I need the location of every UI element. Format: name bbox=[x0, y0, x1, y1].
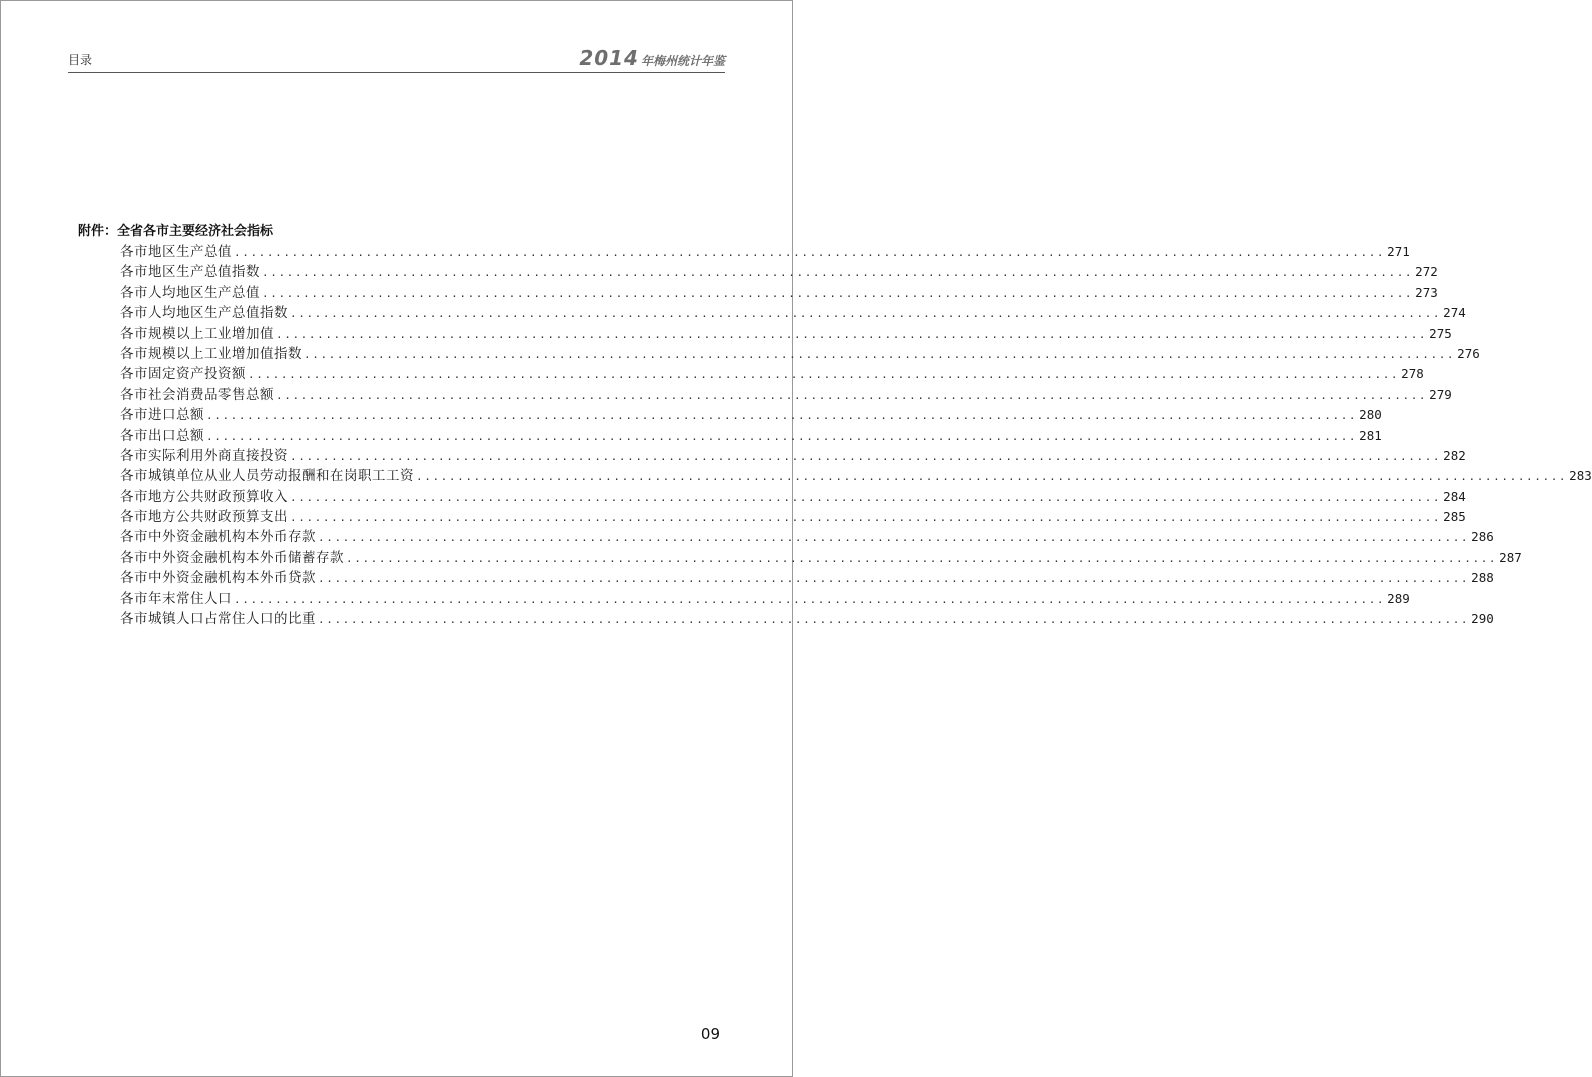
toc-entry-title: 各市地区生产总值 bbox=[120, 244, 232, 260]
toc-dot-leader: ............................................................................................................................................ bbox=[290, 511, 1442, 525]
toc-entry-title: 各市出口总额 bbox=[120, 427, 204, 444]
toc-dot-leader: ............................................................................................................................................ bbox=[234, 246, 1386, 259]
toc-entry-title: 各市城镇人口占常住人口的比重 bbox=[120, 611, 316, 628]
toc-entry-page: 283 bbox=[1569, 468, 1592, 484]
toc-entry[interactable] bbox=[120, 568, 1494, 588]
toc-dot-leader: ............................................................................................................................................ bbox=[262, 286, 1414, 300]
page-number: 09 bbox=[700, 1025, 720, 1043]
toc-entry-page: 286 bbox=[1471, 529, 1494, 545]
running-header bbox=[68, 44, 725, 73]
header-year: 2014 bbox=[579, 46, 639, 70]
toc-entry-title: 各市社会消费品零售总额 bbox=[120, 386, 274, 403]
toc-entry-title: 各市规模以上工业增加值 bbox=[120, 325, 274, 342]
toc-entry-page: 285 bbox=[1443, 509, 1466, 525]
toc-entry[interactable] bbox=[120, 242, 1410, 262]
toc-entry-page: 276 bbox=[1457, 345, 1480, 361]
toc-dot-leader: ............................................................................................................................................ bbox=[262, 266, 1414, 280]
toc-entry-page: 279 bbox=[1429, 386, 1452, 402]
toc-entry-page: 274 bbox=[1443, 305, 1466, 321]
toc-entry-title: 各市实际利用外商直接投资 bbox=[120, 447, 288, 464]
toc-entry[interactable] bbox=[120, 262, 1438, 282]
toc-entry[interactable] bbox=[120, 426, 1382, 446]
toc-entry[interactable] bbox=[120, 283, 1438, 303]
toc-entry-page: 281 bbox=[1359, 427, 1382, 443]
toc-dot-leader: ............................................................................................................................................ bbox=[304, 347, 1456, 361]
toc-entry-page: 288 bbox=[1471, 570, 1494, 586]
header-book-name: 年梅州统计年鉴 bbox=[640, 54, 725, 68]
toc-entry-page: 290 bbox=[1471, 611, 1494, 627]
toc-dot-leader: ............................................................................................................................................ bbox=[416, 470, 1568, 484]
toc-entry-page: 272 bbox=[1415, 264, 1438, 280]
toc-dot-leader: ............................................................................................................................................ bbox=[276, 327, 1428, 341]
toc-entry-page: 284 bbox=[1443, 488, 1466, 504]
toc-dot-leader: ............................................................................................................................................ bbox=[318, 531, 1470, 545]
toc-dot-leader: ............................................................................................................................................ bbox=[346, 551, 1498, 565]
toc-entry-page: 271 bbox=[1387, 244, 1410, 259]
toc-entry-page: 273 bbox=[1415, 284, 1438, 300]
toc-entry-title: 各市进口总额 bbox=[120, 407, 204, 424]
toc-entry[interactable] bbox=[120, 344, 1480, 364]
header-section-label: 目录 bbox=[68, 53, 93, 67]
toc-dot-leader: ............................................................................................................................................ bbox=[206, 429, 1358, 443]
toc-entry[interactable] bbox=[120, 446, 1466, 466]
appendix-title: 附件：全省各市主要经济社会指标 bbox=[78, 224, 274, 239]
toc-entry[interactable] bbox=[120, 487, 1466, 507]
toc-entry-title: 各市中外资金融机构本外币储蓄存款 bbox=[120, 549, 344, 566]
toc-entry[interactable] bbox=[120, 609, 1494, 629]
toc-dot-leader: ............................................................................................................................................ bbox=[276, 388, 1428, 402]
toc-entry[interactable] bbox=[120, 364, 1424, 384]
toc-entry-page: 289 bbox=[1387, 590, 1410, 606]
header-book-title bbox=[579, 46, 725, 70]
toc-entry-title: 各市地区生产总值指数 bbox=[120, 264, 260, 281]
toc-entry[interactable] bbox=[120, 548, 1522, 568]
toc-dot-leader: ............................................................................................................................................ bbox=[290, 490, 1442, 504]
toc-entry-title: 各市规模以上工业增加值指数 bbox=[120, 345, 302, 362]
toc-entry[interactable] bbox=[120, 527, 1494, 547]
toc-dot-leader: ............................................................................................................................................ bbox=[290, 449, 1442, 463]
toc-entry-title: 各市人均地区生产总值指数 bbox=[120, 305, 288, 322]
toc-dot-leader: ............................................................................................................................................ bbox=[318, 613, 1470, 627]
toc-list bbox=[120, 242, 1592, 629]
toc-entry[interactable] bbox=[120, 466, 1592, 486]
toc-entry-page: 282 bbox=[1443, 447, 1466, 463]
toc-entry-title: 各市城镇单位从业人员劳动报酬和在岗职工工资 bbox=[120, 468, 414, 485]
toc-entry[interactable] bbox=[120, 589, 1410, 609]
toc-entry-title: 各市人均地区生产总值 bbox=[120, 284, 260, 301]
toc-entry-page: 287 bbox=[1499, 549, 1522, 565]
toc-dot-leader: ............................................................................................................................................ bbox=[234, 592, 1386, 606]
toc-entry-page: 278 bbox=[1401, 366, 1424, 382]
toc-entry-title: 各市年末常住人口 bbox=[120, 590, 232, 607]
toc-entry-title: 各市固定资产投资额 bbox=[120, 366, 246, 383]
toc-dot-leader: ............................................................................................................................................ bbox=[248, 368, 1400, 382]
toc-entry-title: 各市地方公共财政预算收入 bbox=[120, 488, 288, 505]
toc-entry[interactable] bbox=[120, 324, 1452, 344]
toc-entry-title: 各市地方公共财政预算支出 bbox=[120, 509, 288, 526]
toc-dot-leader: ............................................................................................................................................ bbox=[318, 572, 1470, 586]
toc-dot-leader: ............................................................................................................................................ bbox=[206, 409, 1358, 423]
toc-dot-leader: ............................................................................................................................................ bbox=[290, 307, 1442, 321]
toc-entry[interactable] bbox=[120, 507, 1466, 527]
toc-entry[interactable] bbox=[120, 385, 1452, 405]
toc-entry[interactable] bbox=[120, 303, 1466, 323]
toc-entry-page: 280 bbox=[1359, 407, 1382, 423]
toc-entry-title: 各市中外资金融机构本外币存款 bbox=[120, 529, 316, 546]
toc-entry-title: 各市中外资金融机构本外币贷款 bbox=[120, 570, 316, 587]
toc-entry-page: 275 bbox=[1429, 325, 1452, 341]
toc-entry[interactable] bbox=[120, 405, 1382, 425]
